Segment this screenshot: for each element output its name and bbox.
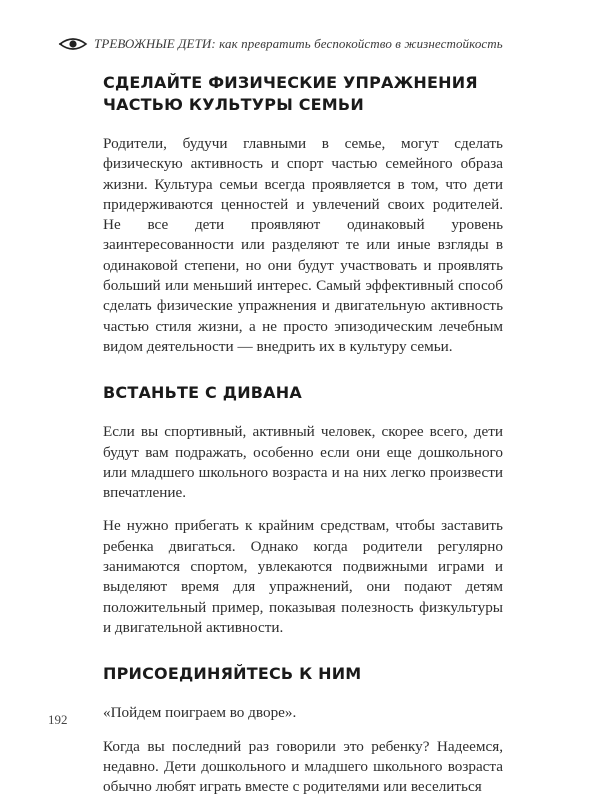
section-heading-line: ЧАСТЬЮ КУЛЬТУРЫ СЕМЬИ	[103, 95, 364, 114]
running-title: ТРЕВОЖНЫЕ ДЕТИ: как превратить беспокойство в жизнестойкость	[94, 36, 503, 51]
section-heading	[103, 72, 503, 116]
body-paragraph: Если вы спортивный, активный человек, скорее всего, дети будут вам подражать, особенно если они еще дошкольного или младшего школьного возраста и на них легко произвести впечатление.	[103, 423, 503, 502]
body-paragraph: Родители, будучи главными в семье, могут сделать физическую активность и спорт частью семейного образа жизни. Культура семьи всегда проявляется в том, что дети придерживаются ценностей и увлечений своих родителей. Не все дети проявляют одинаковый уровень заинтересованности или разделяют те или иные взгляды в одинаковой степени, но они будут участвовать и проявлять больший или меньший интерес. Самый эффективный способ сделать физические упражнения и двигательную активность частью стиля жизни, а не просто эпизодическим лечебным видом деятельности — внедрить их в культуру семьи.	[103, 135, 503, 355]
page-content	[103, 72, 503, 797]
section-heading-line: СДЕЛАЙТЕ ФИЗИЧЕСКИЕ УПРАЖНЕНИЯ	[103, 73, 478, 92]
body-paragraph: Не нужно прибегать к крайним средствам, чтобы заставить ребенка двигаться. Однако когда родители регулярно занимаются спортом, увлекаются подвижными играми и выделяют время для упражнений, они подают детям положительный пример, показывая полезность физкультуры и двигательной активности.	[103, 517, 503, 636]
section-heading	[103, 663, 503, 685]
body-paragraph: Когда вы последний раз говорили это ребенку? Надеемся, недавно. Дети дошкольного и младшего школьного возраста обычно любят играть вместе с родителями или веселиться	[103, 737, 503, 796]
section-heading-line: ВСТАНЬТЕ С ДИВАНА	[103, 383, 302, 403]
running-header	[58, 34, 558, 54]
section-heading-line: ПРИСОЕДИНЯЙТЕСЬ К НИМ	[103, 664, 362, 684]
body-paragraph: «Пойдем поиграем во дворе».	[103, 704, 297, 722]
section-heading	[103, 382, 503, 404]
page-number: 192	[48, 712, 68, 727]
eye-icon	[58, 36, 88, 52]
